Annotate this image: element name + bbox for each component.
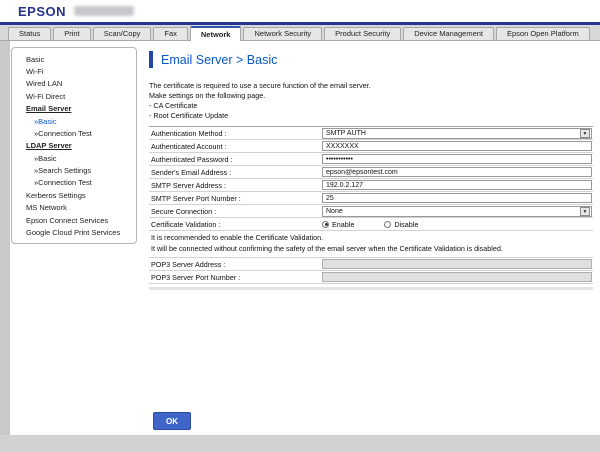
page-body	[0, 41, 600, 435]
authentication-method-select[interactable]	[322, 128, 592, 139]
form-row-authenticated-account	[149, 140, 593, 153]
sidebar-nav	[11, 47, 137, 244]
form-row-pop3-server-address	[149, 258, 593, 271]
form-row-smtp-server-address	[149, 179, 593, 192]
tab-epson-open-platform[interactable]: Epson Open Platform	[496, 27, 590, 40]
radio-unselected-icon[interactable]	[384, 221, 391, 228]
sidebar-item-wifi[interactable]: Wi-Fi	[26, 67, 44, 77]
senders-email-address-input[interactable]	[322, 167, 592, 177]
radio-label: Enable	[332, 219, 355, 229]
sidebar-item-ms-network[interactable]: MS Network	[26, 203, 67, 213]
sidebar-group-email-server[interactable]: Email Server	[26, 104, 72, 114]
note-line: It is recommended to enable the Certificate Validation.	[151, 233, 324, 243]
sidebar-item-kerberos-settings[interactable]: Kerberos Settings	[26, 190, 86, 200]
tab-status[interactable]: Status	[8, 27, 51, 40]
smtp-server-address-input[interactable]	[322, 180, 592, 190]
tab-network[interactable]: Network	[190, 26, 242, 41]
sidebar-item-ldap-connection-test[interactable]: »Connection Test	[34, 178, 92, 188]
field-label: POP3 Server Address :	[151, 259, 226, 269]
intro-line: Make settings on the following page.	[149, 91, 266, 101]
pop3-server-address-input	[322, 259, 592, 269]
field-label: SMTP Server Address :	[151, 180, 226, 190]
form-row-pop3-server-port-number	[149, 271, 593, 284]
sidebar-item-ldap-basic[interactable]: »Basic	[34, 153, 57, 163]
field-label: POP3 Server Port Number :	[151, 272, 241, 282]
sidebar-group-ldap-server[interactable]: LDAP Server	[26, 141, 72, 151]
field-label: Certificate Validation :	[151, 219, 221, 229]
authenticated-password-input[interactable]	[322, 154, 592, 164]
note-line: It will be connected without confirming the safety of the email server when the Certificate Validation is disabled.	[151, 243, 503, 253]
field-label: Secure Connection :	[151, 206, 217, 216]
main-content	[137, 41, 600, 435]
secure-connection-select[interactable]	[322, 206, 592, 217]
authenticated-account-input[interactable]	[322, 141, 592, 151]
pop3-server-port-number-input	[322, 272, 592, 282]
tab-fax[interactable]: Fax	[153, 27, 188, 40]
page-title-row	[149, 51, 593, 68]
form-row-senders-email-address	[149, 166, 593, 179]
certificate-validation-note	[149, 231, 593, 258]
field-label: SMTP Server Port Number :	[151, 193, 241, 203]
dropdown-arrow-icon[interactable]: ▼	[580, 207, 590, 216]
sidebar-item-ldap-search-settings[interactable]: »Search Settings	[34, 166, 92, 176]
tab-network-security[interactable]: Network Security	[243, 27, 322, 40]
field-label: Sender's Email Address :	[151, 167, 232, 177]
intro-line: The certificate is required to use a secure function of the email server.	[149, 81, 371, 90]
sidebar-item-google-cloud-print-services[interactable]: Google Cloud Print Services	[26, 227, 121, 237]
selected-value: None	[326, 207, 343, 215]
intro-line: - CA Certificate	[149, 101, 198, 111]
radio-label: Disable	[394, 219, 419, 229]
selected-value: SMTP AUTH	[326, 129, 366, 137]
dropdown-arrow-icon[interactable]: ▼	[580, 129, 590, 138]
sidebar-item-epson-connect-services[interactable]: Epson Connect Services	[26, 215, 109, 225]
footer-strip	[0, 435, 600, 452]
form-row-certificate-validation	[149, 218, 593, 231]
radio-disable[interactable]	[384, 220, 418, 229]
epson-logo: EPSON	[18, 4, 67, 19]
field-label: Authentication Method :	[151, 128, 227, 138]
intro-text	[149, 81, 593, 121]
form-row-authentication-method	[149, 127, 593, 140]
sidebar-item-wired-lan[interactable]: Wired LAN	[26, 79, 63, 89]
app-header	[0, 0, 600, 22]
title-accent-bar	[149, 51, 153, 68]
ok-button[interactable]: OK	[153, 412, 191, 430]
form-bottom-bar	[149, 287, 593, 290]
sidebar-item-email-server-basic[interactable]: »Basic	[34, 116, 57, 126]
sidebar-item-email-server-connection-test[interactable]: »Connection Test	[34, 128, 92, 138]
sidebar-item-basic[interactable]: Basic	[26, 54, 45, 64]
page-title: Email Server > Basic	[161, 53, 278, 67]
smtp-server-port-number-input[interactable]	[322, 193, 592, 203]
tab-scan-copy[interactable]: Scan/Copy	[93, 27, 152, 40]
tab-bar	[0, 25, 600, 41]
tab-device-management[interactable]: Device Management	[403, 27, 494, 40]
certificate-validation-radio-group	[322, 220, 448, 229]
tab-product-security[interactable]: Product Security	[324, 27, 401, 40]
form-row-secure-connection	[149, 205, 593, 218]
tab-print[interactable]: Print	[53, 27, 90, 40]
form-row-smtp-server-port-number	[149, 192, 593, 205]
radio-selected-icon[interactable]	[322, 221, 329, 228]
form-row-authenticated-password	[149, 153, 593, 166]
printer-model-redacted	[74, 6, 134, 16]
intro-line: - Root Certificate Update	[149, 111, 229, 121]
sidebar-item-wifi-direct[interactable]: Wi-Fi Direct	[26, 91, 66, 101]
email-server-form	[149, 126, 593, 290]
radio-enable[interactable]	[322, 220, 354, 229]
field-label: Authenticated Account :	[151, 141, 227, 151]
field-label: Authenticated Password :	[151, 154, 233, 164]
